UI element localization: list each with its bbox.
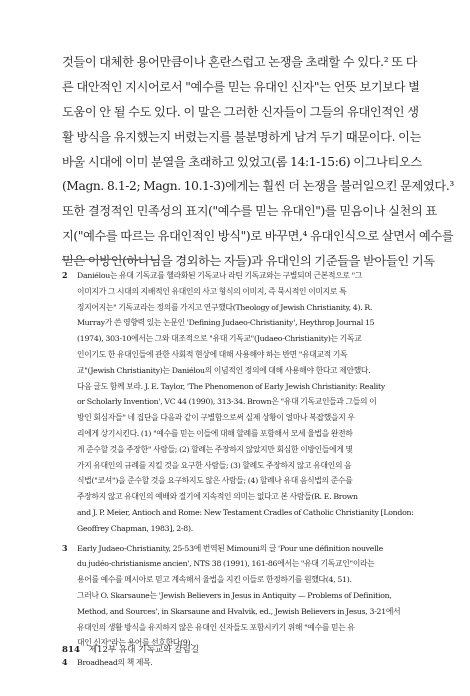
footnote-line: 이미지가 그 시대의 지배적인 유대인의 사고 형식의 이미지, 즉 묵시적인 이미지로 특 <box>77 286 347 296</box>
footnote-line: 식법("코셔")을 준수할 것을 요구하지도 않은 사람들; (4) 할례나 유대 음식법의 준수를 <box>77 476 353 486</box>
body-line: 지("예수를 따르는 유대인적인 방식")로 바꾸면,⁴ 유대인식으로 살면서 예수를 <box>62 229 454 244</box>
footnotes <box>62 268 442 675</box>
footnote-number: 4 <box>62 658 68 668</box>
body-line: 또한 결정적인 민족성의 표지("예수를 믿는 유대인")를 믿음이나 실천의 표 <box>62 204 437 219</box>
footnote-line: 그러나 O. Skarsaune는 'Jewish Believers in Jesus in Antiquity — Problems of Definition, <box>77 590 392 600</box>
footnote <box>62 655 442 671</box>
body-text <box>62 50 454 274</box>
footnote-line: Daniélou는 유대 기독교를 헬라화된 기독교나 라틴 기독교와는 구별되며 근본적으로 "그 <box>77 271 363 280</box>
footnote-line: 리에게 상기시킨다. (1) "예수를 믿는 이들에 대해 할례를 포함해서 모세 율법을 완전하 <box>77 428 353 438</box>
footnote-line: 인이기도 한 유대인들에 관한 사회적 현상에 대해 사용해야 하는 반면 "유대교적 기독 <box>77 349 348 359</box>
footnote <box>62 541 442 652</box>
body-line: 활 방식을 유지했는지 버렸는지를 불분명하게 남겨 두기 때문이다. 이는 <box>62 129 421 144</box>
body-line: (Magn. 8.1-2; Magn. 10.1-3)에게는 훨씬 더 논쟁을 불러일으킨 문제였다.³ <box>62 179 454 194</box>
footnote-line: 가지 유대인의 규례를 지킬 것을 요구한 사람들; (3) 할례도 주장하지 않고 유대인의 음 <box>77 460 352 470</box>
footnote-line: Method, and Sources', in Skarsaune and Hvalvik, ed., Jewish Believers in Jesus, 3-21에서 <box>77 606 401 616</box>
running-title: 제12부 유대 기독교와 갈림길 <box>88 645 200 655</box>
footnote-line: Geoffrey Chapman, 1983], 2-8). <box>77 523 193 533</box>
page-footer <box>62 643 199 655</box>
footnote-line: 교"(Jewish Christianity)는 Daniélou의 이념적인 정의에 대해 사용해야 한다고 제안했다. <box>77 365 371 375</box>
footnote-line: (1974), 303-10에서는 그와 대조적으로 "유대 기독교"(Judaeo-Christianity)는 기독교 <box>77 334 362 344</box>
page-number: 814 <box>62 645 80 655</box>
footnote-separator <box>62 259 160 260</box>
body-line: 바울 시대에 이미 분열을 초래하고 있었고(롬 14:1-15:6) 이그나티오스 <box>62 154 422 169</box>
body-line: 믿은 이방인(하나님을 경외하는 자들)과 유대인의 기준들을 받아들인 기독 <box>62 254 435 269</box>
footnote-line: 유대인의 생활 방식을 유지하지 않은 유대인 신자들도 포함시키기 위해 "예수를 믿는 유 <box>77 622 355 632</box>
footnote-line: 방인 회심자들" 네 집단을 다음과 같이 구별함으로써 실제 상황이 얼마나 복잡했을지 우 <box>77 413 355 423</box>
footnote-line: Murray가 쓴 영향력 있는 논문인 'Defining Judaeo-Christianity', Heythrop Journal 15 <box>77 318 375 328</box>
footnote-number: 2 <box>62 271 68 280</box>
footnote-line: 용어를 예수를 메시아로 믿고 계속해서 율법을 지킨 이들로 한정하기를 원했다(4, 51). <box>77 575 352 585</box>
body-line: 른 대안적인 지시어로서 "예수를 믿는 유대인 신자"는 언뜻 보기보다 별 <box>62 79 420 94</box>
footnote-line: 주장하지 않고 유대인의 예배와 절기에 지속적인 의미는 없다고 본 사람들(R. E. Brown <box>77 492 358 502</box>
footnote-line: du judéo-christianisme ancien', NTS 38 (1991), 161-86에서는 "유대 기독교인"이라는 <box>77 559 375 569</box>
footnote <box>62 268 442 537</box>
footnote-line: 게 준수할 것을 주장한" 사람들; (2) 할례는 주장하지 않았지만 회심한 이방인들에게 몇 <box>77 444 353 454</box>
footnote-line: and J. P. Meier, Antioch and Rome: New Testament Cradles of Catholic Christianity [London: <box>77 507 414 517</box>
footnote-line: or Scholarly Invention', VC 44 (1990), 313-34. Brown은 "유대 기독교인들과 그들의 이 <box>77 397 377 407</box>
footnote-line: 대인 신자"라는 용어를 선호한다(9). <box>77 638 193 648</box>
footnote-line: 징지어지는" 기독교라는 정의를 가지고 연구했다(Theology of Jewish Christianity, 4). R. <box>77 302 373 312</box>
body-line: 것들이 대체한 용어만큼이나 혼란스럽고 논쟁을 초래할 수 있다.² 또 다 <box>62 55 418 69</box>
footnote-line: Early Judaeo-Christianity, 25-53에 번역된 Mimouni의 글 'Pour une définition nouvelle <box>77 543 383 553</box>
footnote-line: Broadhead의 책 제목. <box>77 658 153 668</box>
body-line: 도움이 안 될 수도 있다. 이 말은 그러한 신자들이 그들의 유대인적인 생 <box>62 104 419 119</box>
footnote-number: 3 <box>62 543 68 553</box>
footnote-line: 다음 글도 함께 보라. J. E. Taylor, 'The Phenomenon of Early Jewish Christianity: Reality <box>77 381 386 391</box>
